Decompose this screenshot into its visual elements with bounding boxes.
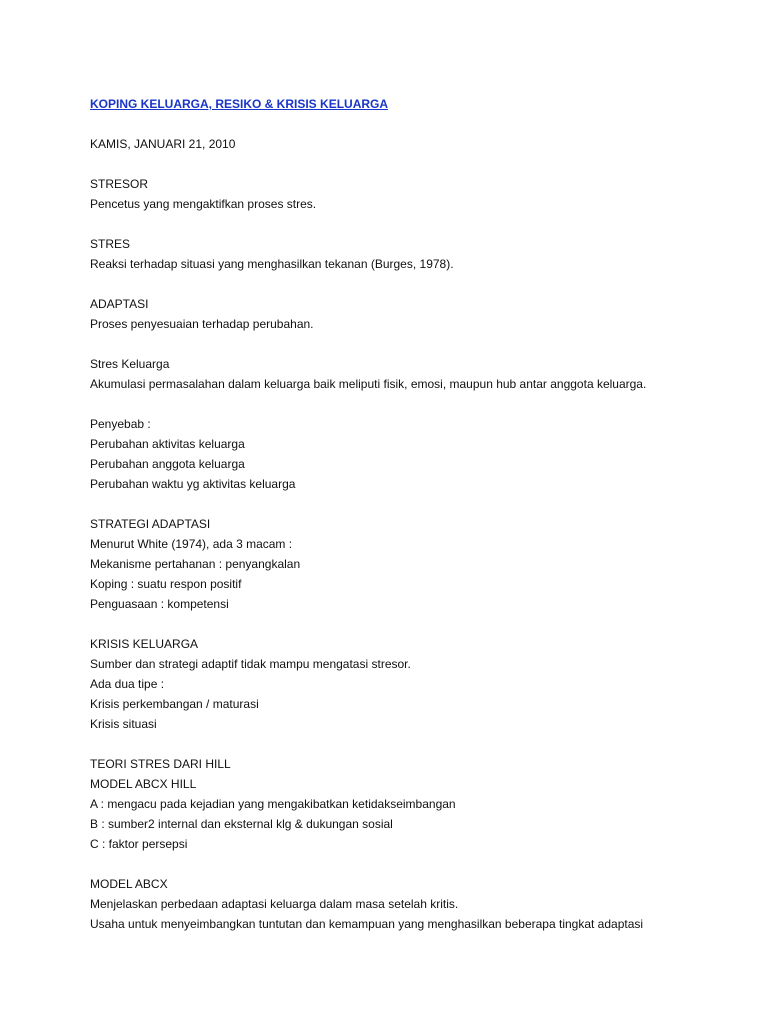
section-teori-stres-hill [90, 754, 730, 854]
section-text: Menurut White (1974), ada 3 macam : [90, 537, 293, 551]
section-text: Perubahan waktu yg aktivitas keluarga [90, 477, 296, 491]
document-title-link[interactable]: KOPING KELUARGA, RESIKO & KRISIS KELUARGA [90, 97, 389, 111]
section-model-abcx [90, 874, 730, 934]
section-krisis-keluarga [90, 634, 730, 734]
section-stresor [90, 174, 730, 214]
section-text: C : faktor persepsi [90, 837, 188, 851]
section-text: Proses penyesuaian terhadap perubahan. [90, 317, 314, 331]
section-text: MODEL ABCX HILL [90, 777, 197, 791]
document-body [90, 94, 730, 934]
section-heading: STRESOR [90, 177, 149, 191]
section-heading: MODEL ABCX [90, 877, 168, 891]
section-text: Menjelaskan perbedaan adaptasi keluarga dalam masa setelah kritis. [90, 897, 459, 911]
section-stres [90, 234, 730, 274]
section-heading: Penyebab : [90, 417, 151, 431]
section-heading: Stres Keluarga [90, 357, 170, 371]
section-heading: KRISIS KELUARGA [90, 637, 199, 651]
section-stres-keluarga [90, 354, 730, 394]
section-text: Perubahan anggota keluarga [90, 457, 245, 471]
section-text: Pencetus yang mengaktifkan proses stres. [90, 197, 317, 211]
section-text: A : mengacu pada kejadian yang mengakibatkan ketidakseimbangan [90, 797, 456, 811]
section-text: Penguasaan : kompetensi [90, 597, 229, 611]
section-text: Koping : suatu respon positif [90, 577, 242, 591]
section-text: Usaha untuk menyeimbangkan tuntutan dan kemampuan yang menghasilkan beberapa tingkat adaptasi [90, 917, 644, 931]
section-strategi-adaptasi [90, 514, 730, 614]
section-adaptasi [90, 294, 730, 334]
section-text: Krisis situasi [90, 717, 157, 731]
section-text: Ada dua tipe : [90, 677, 165, 691]
section-text: Sumber dan strategi adaptif tidak mampu mengatasi stresor. [90, 657, 411, 671]
section-text: Mekanisme pertahanan : penyangkalan [90, 557, 301, 571]
section-text: Reaksi terhadap situasi yang menghasilkan tekanan (Burges, 1978). [90, 257, 454, 271]
section-heading: STRATEGI ADAPTASI [90, 517, 211, 531]
section-text: Krisis perkembangan / maturasi [90, 697, 259, 711]
section-text: Akumulasi permasalahan dalam keluarga baik meliputi fisik, emosi, maupun hub antar anggota keluarga. [90, 377, 647, 391]
section-heading: TEORI STRES DARI HILL [90, 757, 231, 771]
section-penyebab [90, 414, 730, 494]
post-date: KAMIS, JANUARI 21, 2010 [90, 137, 236, 151]
section-heading: ADAPTASI [90, 297, 149, 311]
section-text: Perubahan aktivitas keluarga [90, 437, 245, 451]
section-heading: STRES [90, 237, 131, 251]
section-text: B : sumber2 internal dan eksternal klg & dukungan sosial [90, 817, 393, 831]
